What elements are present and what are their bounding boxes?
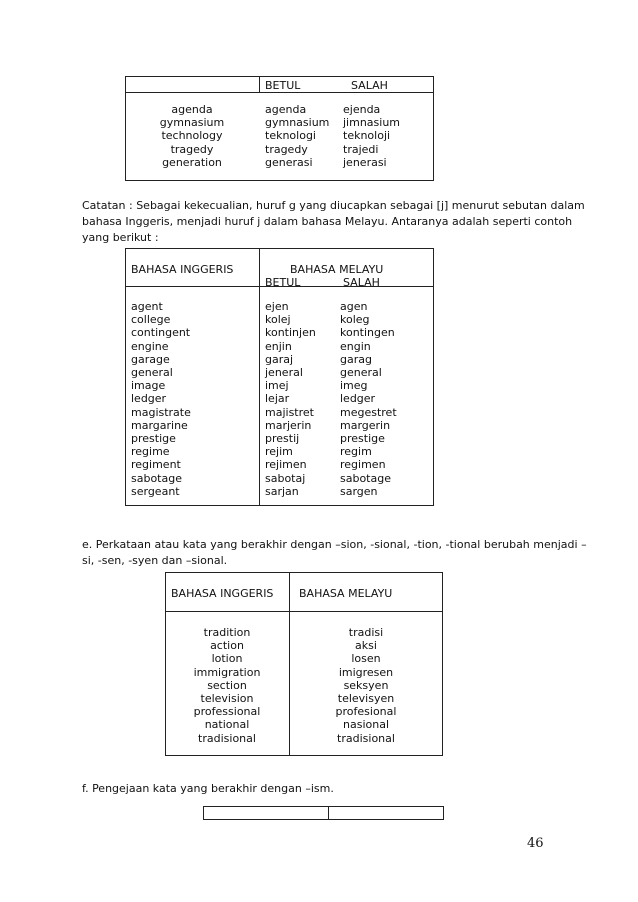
table-2-salah-column <box>340 300 397 498</box>
table-2-betul-word: kontinjen <box>265 326 316 340</box>
table-2-header-malay: BAHASA MELAYU <box>290 263 384 276</box>
table-3-english-word: national <box>204 718 250 732</box>
table-3-malay-word: tradisional <box>337 731 395 745</box>
table-2-betul-word: enjin <box>265 339 292 353</box>
table-3-column-divider <box>289 572 290 756</box>
table-3-malay-word: aksi <box>355 639 377 653</box>
table-2-betul-word: sabotaj <box>265 471 306 485</box>
table-1-column-divider <box>259 76 260 93</box>
table-3-english-word: professional <box>193 705 261 719</box>
table-2-english-word: prestige <box>131 432 176 446</box>
note-line: Catatan : Sebagai kekecualian, huruf g yang diucapkan sebagai [j] menurut sebutan dalam <box>82 199 585 212</box>
table-3-malay-column <box>296 626 436 745</box>
table-2-betul-word: majistret <box>265 405 314 419</box>
table-2-betul-word: kolej <box>265 313 291 327</box>
table-2-salah-word: megestret <box>340 405 397 419</box>
table-3-english-word: section <box>207 678 247 692</box>
table-2-salah-word: ledger <box>340 392 376 406</box>
table-3-malay-word: nasional <box>343 718 389 732</box>
table-3-english-word: immigration <box>193 665 261 679</box>
table-1-english-word: gymnasium <box>159 116 225 130</box>
note-line: bahasa Inggeris, menjadi huruf j dalam bahasa Melayu. Antaranya adalah seperti contoh <box>82 215 573 228</box>
table-2-english-word: general <box>131 366 173 380</box>
table-2-betul-word: rejimen <box>265 458 307 472</box>
table-2-english-column <box>131 300 191 498</box>
table-2-betul-column <box>265 300 316 498</box>
table-1-betul-word: gymnasium <box>265 116 330 130</box>
table-2-column-divider <box>259 248 260 506</box>
table-2-salah-word: margerin <box>340 418 391 432</box>
table-2-salah-word: engin <box>340 339 371 353</box>
section-e-line: e. Perkataan atau kata yang berakhir dengan –sion, -sional, -tion, -tional berubah menjadi – <box>82 538 587 551</box>
table-3-english-word: action <box>210 639 244 653</box>
table-1-header-salah: SALAH <box>351 79 388 92</box>
table-2-english-word: college <box>131 313 171 327</box>
table-2-english-word: contingent <box>131 326 191 340</box>
table-2-betul-word: lejar <box>265 392 290 406</box>
table-2-english-word: image <box>131 379 166 393</box>
table-3-malay-word: profesional <box>335 705 397 719</box>
section-f-heading: f. Pengejaan kata yang berakhir dengan –ism. <box>82 782 334 795</box>
table-2-salah-word: regimen <box>340 458 386 472</box>
table-2-salah-word: imeg <box>340 379 368 393</box>
table-2-salah-word: general <box>340 366 382 380</box>
table-2-header-english: BAHASA INGGERIS <box>131 263 234 276</box>
table-2-betul-word: sarjan <box>265 484 299 498</box>
table-2-english-word: sergeant <box>131 484 180 498</box>
table-3-malay-word: tradisi <box>348 626 384 639</box>
table-2-english-word: agent <box>131 300 163 313</box>
table-3-malay-word: seksyen <box>343 678 389 692</box>
table-3-english-word: television <box>200 692 254 706</box>
table-1-salah-word: ejenda <box>343 103 381 116</box>
table-3-english-word: lotion <box>211 652 243 666</box>
section-e-paragraph <box>82 537 587 569</box>
table-3-header-divider <box>165 611 443 612</box>
table-3-malay-word: losen <box>351 652 381 666</box>
table-2-english-word: garage <box>131 352 170 366</box>
table-4 <box>203 806 444 820</box>
table-2-betul-word: rejim <box>265 445 293 459</box>
table-2-english-word: ledger <box>131 392 167 406</box>
section-e-line: si, -sen, -syen dan –sional. <box>82 554 228 567</box>
table-1-header-divider <box>125 92 434 93</box>
table-1-salah-word: teknoloji <box>343 129 391 143</box>
table-1-english-column <box>140 103 244 169</box>
table-2-betul-word: ejen <box>265 300 289 313</box>
table-1-salah-column <box>343 103 400 169</box>
table-1-salah-word: jimnasium <box>343 116 401 130</box>
table-2-salah-word: sabotage <box>340 471 391 485</box>
table-1-english-word: agenda <box>171 103 213 116</box>
table-1-header-betul: BETUL <box>265 79 301 92</box>
table-2-english-word: regime <box>131 445 170 459</box>
table-1-betul-word: tragedy <box>265 142 308 156</box>
note-paragraph <box>82 198 585 246</box>
table-2-salah-word: agen <box>340 300 368 313</box>
table-3-malay-word: imigresen <box>338 665 394 679</box>
table-2-salah-word: prestige <box>340 432 385 446</box>
table-4-column-divider <box>328 806 329 820</box>
table-2-betul-word: marjerin <box>265 418 312 432</box>
table-3-header-english: BAHASA INGGERIS <box>171 587 274 600</box>
table-1-betul-word: generasi <box>265 155 313 169</box>
table-2-english-word: margarine <box>131 418 188 432</box>
table-2-header-salah: SALAH <box>343 276 380 289</box>
table-2-salah-word: sargen <box>340 484 378 498</box>
table-3-header-malay: BAHASA MELAYU <box>299 587 393 600</box>
table-1-betul-word: agenda <box>265 103 307 116</box>
table-2-salah-word: koleg <box>340 313 370 327</box>
table-2-header-betul: BETUL <box>265 276 301 289</box>
table-1-english-word: technology <box>161 129 223 143</box>
table-2-english-word: regiment <box>131 458 181 472</box>
table-3-english-word: tradition <box>203 626 251 639</box>
table-1-salah-word: jenerasi <box>343 155 387 169</box>
table-2-english-word: engine <box>131 339 169 353</box>
table-2-betul-word: garaj <box>265 352 294 366</box>
page-number: 46 <box>527 836 544 851</box>
table-2-salah-word: kontingen <box>340 326 395 340</box>
note-line: yang berikut : <box>82 231 159 244</box>
table-2-betul-word: jeneral <box>265 366 303 380</box>
table-2-salah-word: regim <box>340 445 372 459</box>
table-2-salah-word: garag <box>340 352 372 366</box>
table-1-english-word: tragedy <box>170 142 214 156</box>
table-3-english-word: tradisional <box>198 731 256 745</box>
table-1-english-word: generation <box>162 155 222 169</box>
table-2-english-word: magistrate <box>131 405 191 419</box>
table-1-betul-column <box>265 103 329 169</box>
table-1-salah-word: trajedi <box>343 142 379 156</box>
table-1-betul-word: teknologi <box>265 129 316 143</box>
table-2-betul-word: prestij <box>265 432 300 446</box>
table-2-english-word: sabotage <box>131 471 182 485</box>
table-3-malay-word: televisyen <box>337 692 395 706</box>
table-3-english-column <box>172 626 282 745</box>
table-2-betul-word: imej <box>265 379 289 393</box>
